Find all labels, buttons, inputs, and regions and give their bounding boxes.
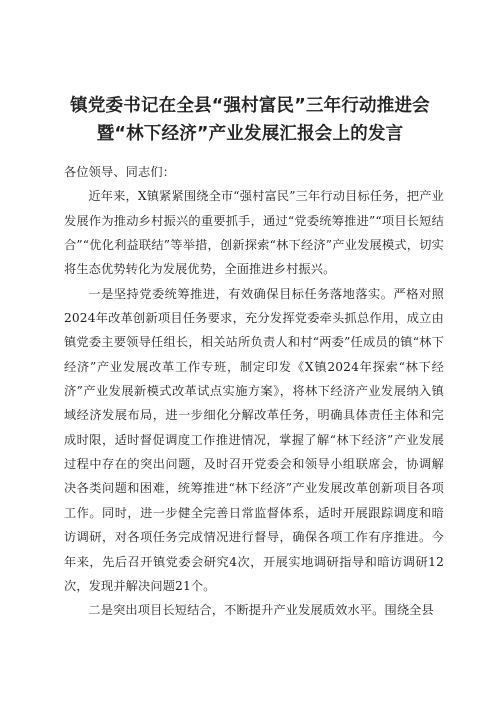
document-title-line-1: 镇党委书记在全县“强村富民”三年行动推进会 [70,96,430,116]
paragraph-1: 近年来，X镇紧紧围绕全市“强村富民”三年行动目标任务，把产业发展作为推动乡村振兴的重要抓手，通过“党委统筹推进”“项目长短结合”“优化利益联结”等举措，创新探索“林下经济”产业发展模式，切实将生态优势转化为发展优势，全面推进乡村振兴。 [64,189,444,277]
paragraph-3: 二是突出项目长短结合，不断提升产业发展质效水平。围绕全县 [88,603,434,618]
paragraph-2: 一是坚持党委统筹推进，有效确保目标任务落地落实。严格对照2024年改革创新项目任务要求，充分发挥党委牵头抓总作用，成立由镇党委主要领导任组长，相关站所负责人和村“两委”任成员的镇“林下经济”产业发展改革工作专班，制定印发《X镇2024年探索“林下经济”产业发展新模式改革试点实施方案》，将林下经济产业发展纳入镇域经济发展布局，进一步细化分解改革任务，明确具体责任主体和完成时限，适时督促调度工作推进情况，掌握了解“林下经济”产业发展过程中存在的突出问题，及时召开党委会和领导小组联席会，协调解决各类问题和困难，统筹推进“林下经济”产业发展改革创新项目各项工作。同时，进一步健全完善日常监督体系，适时开展跟踪调度和暗访调研，对各项任务完成情况进行督导，确保各项工作有序推进。今年来，先后召开镇党委会研究4次，开展实地调研指导和暗访调研12次，发现并解决问题21个。 [64,286,444,593]
document-title-line-2: 暨“林下经济”产业发展汇报会上的发言 [96,124,404,144]
salutation: 各位领导、同志们： [64,165,176,179]
document-body [64,160,444,623]
